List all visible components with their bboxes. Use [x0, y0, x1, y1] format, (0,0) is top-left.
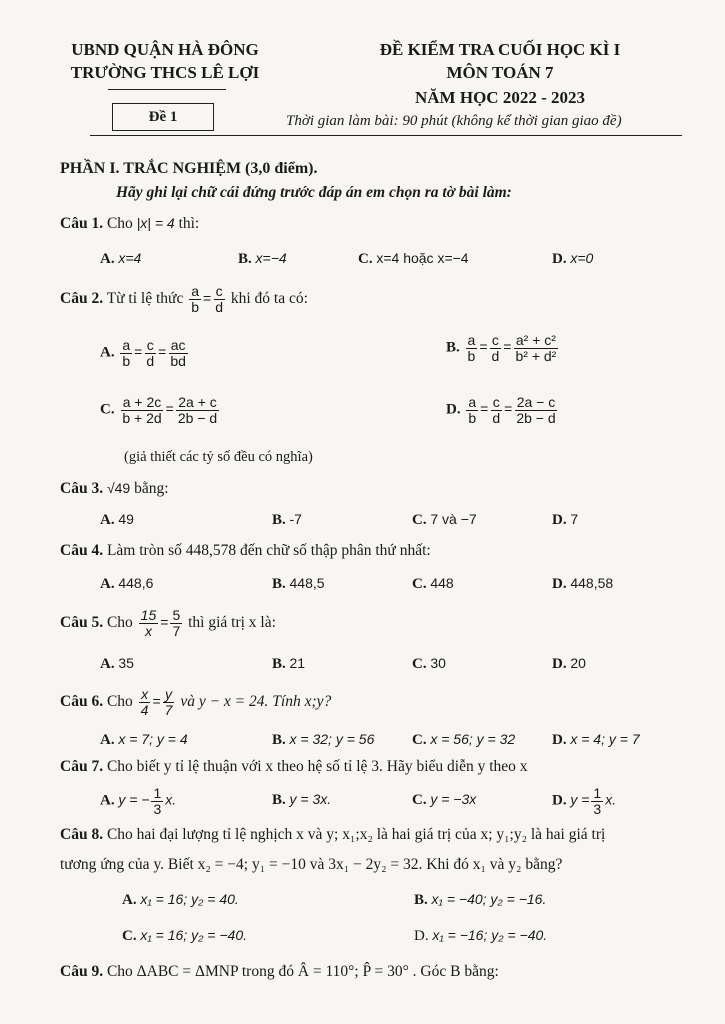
q2-option-c: C. $\frac{a + 2c}{b + 2d}$ = $\frac{2a + c}{2b - d}$	[100, 394, 218, 426]
q5-option-d: D. 20	[552, 655, 586, 672]
subject-title: MÔN TOÁN 7	[446, 63, 554, 82]
q1-option-a: A. x=4	[100, 250, 142, 267]
question-8: Câu 8. Cho hai đại lượng tỉ lệ nghịch x và y; x₁;x₂ là hai giá trị của x; y₁;y₂ là hai giá trị	[60, 826, 606, 843]
question-3: Câu 3. √49 bằng:	[60, 480, 169, 497]
q7-option-c: C. y = −3x	[412, 791, 477, 808]
q5-option-a: A. 35	[100, 655, 134, 672]
question-1: Câu 1. Cho |x| = 4 thì:	[60, 215, 200, 232]
q7-option-a: A. y = − $\frac{1}{3}$ x.	[100, 785, 177, 817]
school-district: UBND QUẬN HÀ ĐÔNG	[71, 40, 259, 59]
q2-ratio: $\frac{a}{b}$	[191, 283, 199, 315]
q6-option-c: C. x = 56; y = 32	[412, 731, 516, 748]
q1-expr: |x| = 4	[136, 215, 175, 231]
q4-option-d: D. 448,58	[552, 575, 614, 592]
question-9: Câu 9. Cho ΔABC = ΔMNP trong đó Â = 110°; P̂ = 30° . Góc B bằng:	[60, 963, 499, 980]
q3-option-b: B. -7	[272, 511, 302, 528]
question-4: Câu 4. Làm tròn số 448,578 đến chữ số thập phân thứ nhất:	[60, 542, 431, 559]
exam-code-box	[112, 103, 214, 131]
exam-duration: Thời gian làm bài: 90 phút (không kể thời gian giao đề)	[286, 113, 622, 129]
q7-option-d: D. y = $\frac{1}{3}$ x.	[552, 785, 617, 817]
question-5: Câu 5. Cho $\frac{15}{x}$ = $\frac{5}{7}$ thì giá trị x là:	[60, 607, 276, 639]
q2-note: (giả thiết các tỷ số đều có nghĩa)	[124, 449, 313, 465]
q4-option-a: A. 448,6	[100, 575, 154, 592]
section-instruction: Hãy ghi lại chữ cái đứng trước đáp án em chọn ra tờ bài làm:	[116, 184, 512, 201]
question-2: Câu 2. Từ tỉ lệ thức $\frac{a}{b}$ = $\frac{c}{d}$ khi đó ta có:	[60, 283, 308, 315]
header-underline-left	[108, 89, 226, 90]
q8-option-b: B. x₁ = −40; y₂ = −16.	[414, 891, 547, 908]
q3-option-d: D. 7	[552, 511, 579, 528]
q1-option-d: D. x=0	[552, 250, 594, 267]
section-title: PHẦN I. TRẮC NGHIỆM (3,0 điểm).	[60, 160, 318, 177]
q5-option-b: B. 21	[272, 655, 306, 672]
question-8-cont: tương ứng của y. Biết x₂ = −4; y₁ = −10 và 3x₁ − 2y₂ = 32. Khi đó x₁ và y₂ bằng?	[60, 856, 563, 873]
q3-expr: √49	[106, 480, 131, 496]
q7-option-b: B. y = 3x.	[272, 791, 332, 808]
q1-option-b: B. x=−4	[238, 250, 287, 267]
exam-title: ĐỀ KIỂM TRA CUỐI HỌC KÌ I	[379, 40, 621, 59]
q8-option-d: D. x₁ = −16; y₂ = −40.	[414, 927, 548, 944]
q6-option-d: D. x = 4; y = 7	[552, 731, 640, 748]
q1-option-c: C. x=4 hoặc x=−4	[358, 250, 469, 267]
q2-option-a: A. $\frac{a}{b}$ = $\frac{c}{d}$ = $\frac{ac}{bd}$	[100, 337, 186, 369]
question-7: Câu 7. Cho biết y tỉ lệ thuận với x theo hệ số tỉ lệ 3. Hãy biểu diễn y theo x	[60, 758, 528, 775]
question-6: Câu 6. Cho $\frac{x}{4}$ = $\frac{y}{7}$ và y − x = 24. Tính x;y?	[60, 686, 332, 718]
q8-option-c: C. x₁ = 16; y₂ = −40.	[122, 927, 247, 944]
q4-option-b: B. 448,5	[272, 575, 325, 592]
q6-option-a: A. x = 7; y = 4	[100, 731, 188, 748]
school-year: NĂM HỌC 2022 - 2023	[415, 88, 585, 107]
q3-option-a: A. 49	[100, 511, 134, 528]
q8-option-a: A. x₁ = 16; y₂ = 40.	[122, 891, 239, 908]
header-rule	[90, 135, 682, 136]
q2-option-b: B. $\frac{a}{b}$ = $\frac{c}{d}$ = $\frac{\text{a² + c²}}{\text{b² + d²}}$	[446, 332, 557, 364]
exam-code: Đề 1	[148, 109, 178, 125]
school-name: TRƯỜNG THCS LÊ LỢI	[70, 63, 260, 82]
q4-option-c: C. 448	[412, 575, 454, 592]
q6-option-b: B. x = 32; y = 56	[272, 731, 375, 748]
q5-option-c: C. 30	[412, 655, 446, 672]
q2-option-d: D. $\frac{a}{b}$ = $\frac{c}{d}$ = $\frac{2a - c}{2b - d}$	[446, 394, 556, 426]
q3-option-c: C. 7 và −7	[412, 511, 477, 528]
